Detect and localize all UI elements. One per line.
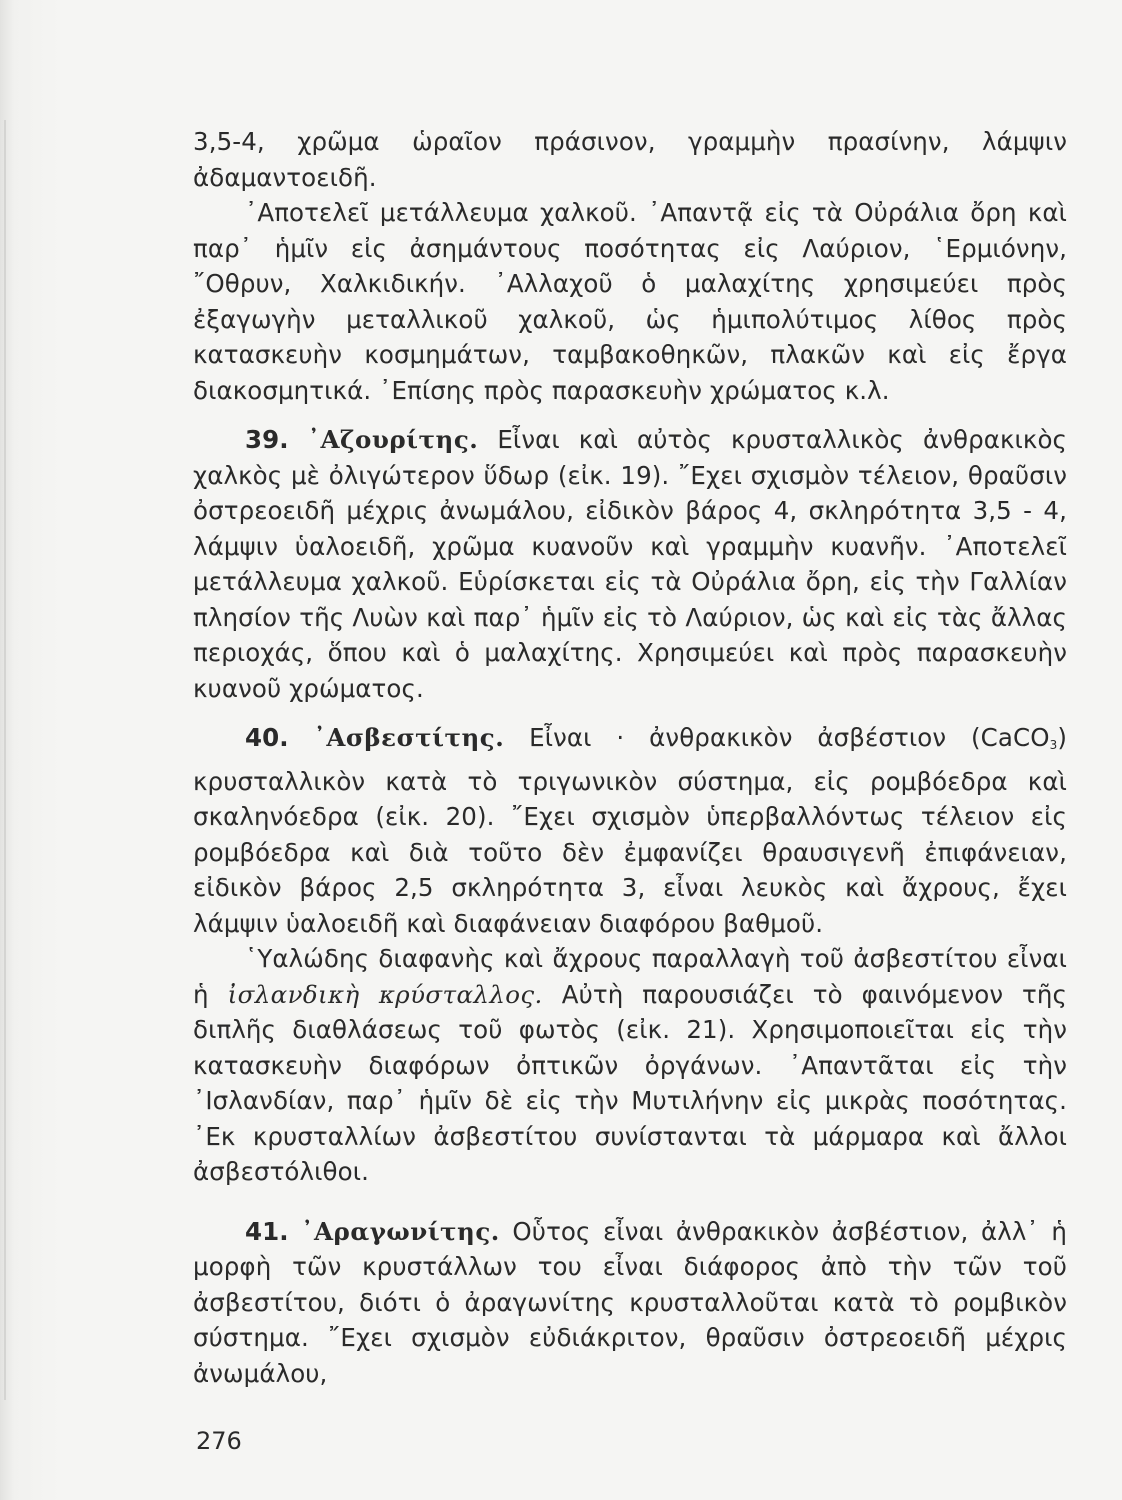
- page-spine-shadow: [4, 120, 6, 1400]
- section-heading: ᾽Αζουρίτης.: [307, 425, 479, 454]
- section-text: ) κρυσταλλικὸν κατὰ τὸ τριγωνικὸν σύστημα, εἰς ρομβόεδρα καὶ σκαληνόεδρα (εἰκ. 20). ῎Εχει σχισμὸν ὑπερβαλλόντως τέλειον εἰς ρομβόεδρα καὶ διὰ τοῦτο δὲν ἐμφανίζει θραυσιγενῆ ἐπιφάνειαν, εἰδικὸν βάρος 2,5 σκληρότητα 3, εἶναι λευκὸς καὶ ἄχρους, ἔχει λάμψιν ὑαλοειδῆ καὶ διαφάνειαν διαφόρου βαθμοῦ.: [193, 723, 1068, 938]
- section-number: 41.: [245, 1216, 289, 1246]
- page-number: 276: [196, 1427, 242, 1455]
- paragraph-iceland-spar: ῾Υαλώδης διαφανὴς καὶ ἄχρους παραλλαγὴ τοῦ ἀσβεστίτου εἶναι ἡ ἰσλανδικὴ κρύσταλλος. Αὐτὴ παρουσιάζει τὸ φαινόμενον τῆς διπλῆς διαθλάσεως τοῦ φωτὸς (εἰκ. 21). Χρησιμοποιεῖται εἰς τὴν κατασκευὴν διαφόρων ὀπτικῶν ὀργάνων. ᾽Απαντᾶται εἰς τὴν ᾽Ισλανδίαν, παρ᾽ ἡμῖν δὲ εἰς τὴν Μυτιλήνην εἰς μικρὰς ποσότητας. ᾽Εκ κρυσταλλίων ἀσβεστίτου συνίστανται τὰ μάρμαρα καὶ ἄλλοι ἀσβεστόλιθοι.: [193, 944, 1068, 1186]
- section-heading: ᾽Αραγωνίτης.: [301, 1216, 500, 1246]
- paragraph-malachite-uses: ᾽Αποτελεῖ μετάλλευμα χαλκοῦ. ᾽Απαντᾷ εἰς τὰ Οὐράλια ὄρη καὶ παρ᾽ ἡμῖν εἰς ἀσημάντους ποσότητας εἰς Λαύριον, ῾Ερμιόνην, ῎Οθρυν, Χαλκιδικήν. ᾽Αλλαχοῦ ὁ μαλαχίτης χρησιμεύει πρὸς ἐξαγωγὴν μεταλλικοῦ χαλκοῦ, ὡς ἡμιπολύτιμος λίθος πρὸς κατασκευὴν κοσμημάτων, ταμβακοθηκῶν, πλακῶν καὶ εἰς ἔργα διακοσμητικά. ᾽Επίσης πρὸς παρασκευὴν χρώματος κ.λ.: [193, 198, 1067, 405]
- paragraph-continued: 3,5-4, χρῶμα ὡραῖον πράσινον, γραμμὴν πρασίνην, λάμψιν ἀδαμαντοειδῆ.: [193, 127, 1067, 192]
- section-text: Εἶναι · ἀνθρακικὸν ἀσβέστιον (CaCO: [529, 723, 1050, 752]
- section-39-azurite: [193, 422, 1067, 706]
- section-number: 40.: [245, 723, 289, 752]
- section-40-calcite: [193, 720, 1067, 941]
- italic-term: ἰσλανδικὴ κρύσταλλος.: [227, 979, 543, 1009]
- formula-subscript: 3: [1049, 738, 1058, 752]
- section-text: Εἶναι καὶ αὐτὸς κρυσταλλικὸς ἀνθρακικὸς χαλκὸς μὲ ὀλιγώτερον ὕδωρ (εἰκ. 19). ῎Εχει σχισμὸν τέλειον, θραῦσιν ὀστρεοειδῆ μέχρις ἀνωμάλου, εἰδικὸν βάρος 4, σκληρότητα 3,5 - 4, λάμψιν ὑαλοειδῆ, χρῶμα κυανοῦν καὶ γραμμὴν κυανῆν. ᾽Αποτελεῖ μετάλλευμα χαλκοῦ. Εὑρίσκεται εἰς τὰ Οὐράλια ὄρη, εἰς τὴν Γαλλίαν πλησίον τῆς Λυὼν καὶ παρ᾽ ἡμῖν εἰς τὸ Λαύριον, ὡς καὶ εἰς τὰς ἄλλας περιοχάς, ὅπου καὶ ὁ μαλαχίτης. Χρησιμεύει καὶ πρὸς παρασκευὴν κυανοῦ χρώματος.: [193, 425, 1068, 703]
- body-text: [193, 124, 1067, 1391]
- section-41-aragonite: [193, 1214, 1067, 1392]
- section-heading: ᾽Ασβεστίτης.: [313, 723, 505, 752]
- section-text: Οὗτος εἶναι ἀνθρακικὸν ἀσβέστιον, ἀλλ᾽ ἡ μορφὴ τῶν κρυστάλλων του εἶναι διάφορος ἀπὸ τὴν τῶν τοῦ ἀσβεστίτου, διότι ὁ ἀραγωνίτης κρυσταλλοῦται κατὰ τὸ ρομβικὸν σύστημα. ῎Εχει σχισμὸν εὐδιάκριτον, θραῦσιν ὀστρεοειδῆ μέχρις ἀνωμάλου,: [193, 1216, 1067, 1388]
- section-number: 39.: [245, 425, 289, 454]
